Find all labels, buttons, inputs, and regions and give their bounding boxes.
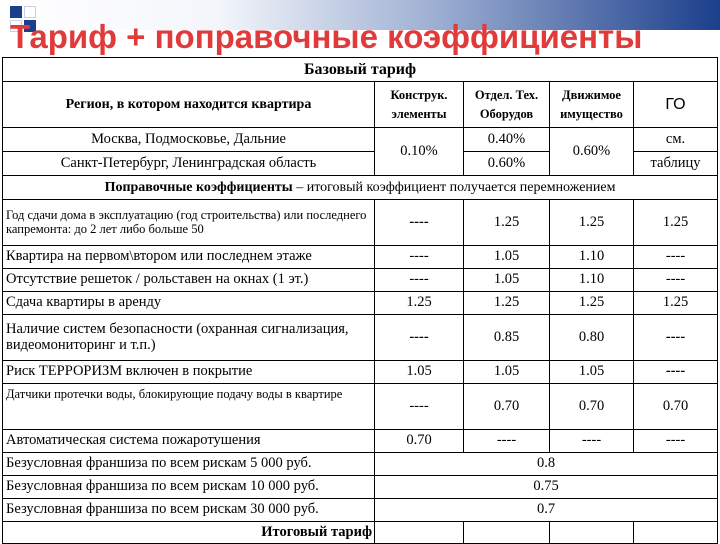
col-go-header: ГО bbox=[634, 82, 718, 128]
coefficient-value: 1.10 bbox=[550, 269, 634, 292]
coefficient-value: ---- bbox=[634, 315, 718, 361]
coefficient-value: ---- bbox=[464, 430, 550, 453]
coefficient-value: 1.25 bbox=[464, 200, 550, 246]
coefficient-value: 0.70 bbox=[634, 384, 718, 430]
total-cell[interactable] bbox=[634, 522, 718, 544]
region-cell: Санкт-Петербург, Ленинградская область bbox=[3, 152, 375, 176]
franchise-row bbox=[3, 499, 718, 522]
region-header: Регион, в котором находится квартира bbox=[3, 82, 375, 128]
coefficient-value: 1.25 bbox=[550, 200, 634, 246]
coefficient-value: ---- bbox=[634, 430, 718, 453]
total-row bbox=[3, 522, 718, 544]
coefficient-value: 1.05 bbox=[464, 361, 550, 384]
franchise-label: Безусловная франшиза по всем рискам 10 000 руб. bbox=[3, 476, 375, 499]
coefficient-value: 0.70 bbox=[550, 384, 634, 430]
franchise-value: 0.7 bbox=[375, 499, 718, 522]
col-finish-header: Отдел. Тех. Оборудов bbox=[464, 82, 550, 128]
coefficient-value: 1.10 bbox=[550, 246, 634, 269]
coefficient-label: Отсутствие решеток / рольставен на окнах (1 эт.) bbox=[3, 269, 375, 292]
region-row bbox=[3, 128, 718, 152]
coefficient-value: 1.05 bbox=[464, 246, 550, 269]
coefficient-value: ---- bbox=[550, 430, 634, 453]
base-tariff-heading-row bbox=[3, 58, 718, 82]
coefficient-row bbox=[3, 315, 718, 361]
coefficient-value: 1.25 bbox=[634, 292, 718, 315]
coefficient-label: Автоматическая система пожаротушения bbox=[3, 430, 375, 453]
coefficient-value: ---- bbox=[375, 246, 464, 269]
col-construct-header: Конструк. элементы bbox=[375, 82, 464, 128]
coefficient-row bbox=[3, 430, 718, 453]
coefficients-heading-row bbox=[3, 176, 718, 200]
go-cell: см. bbox=[634, 128, 718, 152]
franchise-label: Безусловная франшиза по всем рискам 5 000 руб. bbox=[3, 453, 375, 476]
movable-rate-cell: 0.60% bbox=[550, 128, 634, 176]
franchise-row bbox=[3, 453, 718, 476]
total-label: Итоговый тариф bbox=[3, 522, 375, 544]
finish-rate-cell: 0.40% bbox=[464, 128, 550, 152]
coefficient-value: ---- bbox=[634, 361, 718, 384]
coefficients-heading-rest: – итоговый коэффициент получается перемножением bbox=[292, 179, 616, 195]
base-tariff-heading: Базовый тариф bbox=[3, 58, 718, 82]
coefficient-value: 1.25 bbox=[464, 292, 550, 315]
col-movable-header: Движимое имущество bbox=[550, 82, 634, 128]
region-cell: Москва, Подмосковье, Дальние bbox=[3, 128, 375, 152]
coefficient-value: 1.05 bbox=[375, 361, 464, 384]
coefficient-value: 0.85 bbox=[464, 315, 550, 361]
coefficient-value: ---- bbox=[375, 269, 464, 292]
coefficient-value: 1.25 bbox=[634, 200, 718, 246]
coefficient-row bbox=[3, 292, 718, 315]
total-cell[interactable] bbox=[375, 522, 464, 544]
coefficient-label: Сдача квартиры в аренду bbox=[3, 292, 375, 315]
coefficient-value: ---- bbox=[634, 246, 718, 269]
coefficients-heading-bold: Поправочные коэффициенты bbox=[104, 179, 293, 195]
tariff-table bbox=[2, 57, 718, 544]
finish-rate-cell: 0.60% bbox=[464, 152, 550, 176]
coefficient-label: Наличие систем безопасности (охранная сигнализация, видеомониторинг и т.п.) bbox=[3, 315, 375, 361]
coefficient-row bbox=[3, 200, 718, 246]
coefficient-value: ---- bbox=[375, 384, 464, 430]
coefficient-label: Квартира на первом\втором или последнем этаже bbox=[3, 246, 375, 269]
franchise-value: 0.8 bbox=[375, 453, 718, 476]
go-cell: таблицу bbox=[634, 152, 718, 176]
coefficients-heading bbox=[3, 176, 718, 200]
franchise-label: Безусловная франшиза по всем рискам 30 000 руб. bbox=[3, 499, 375, 522]
coefficient-value: ---- bbox=[634, 269, 718, 292]
base-tariff-header-row bbox=[3, 82, 718, 128]
coefficient-label: Год сдачи дома в эксплуатацию (год строительства) или последнего капремонта: до 2 лет либо больше 50 bbox=[3, 200, 375, 246]
coefficient-value: ---- bbox=[375, 315, 464, 361]
page-title: Тариф + поправочные коэффициенты bbox=[10, 18, 643, 55]
coefficient-row bbox=[3, 361, 718, 384]
coefficient-row bbox=[3, 384, 718, 430]
coefficient-value: ---- bbox=[375, 200, 464, 246]
coefficient-label: Риск ТЕРРОРИЗМ включен в покрытие bbox=[3, 361, 375, 384]
coefficient-row bbox=[3, 246, 718, 269]
coefficient-value: 1.05 bbox=[550, 361, 634, 384]
total-cell[interactable] bbox=[464, 522, 550, 544]
coefficient-value: 0.80 bbox=[550, 315, 634, 361]
franchise-value: 0.75 bbox=[375, 476, 718, 499]
construct-rate-cell: 0.10% bbox=[375, 128, 464, 176]
coefficient-value: 1.25 bbox=[550, 292, 634, 315]
coefficient-row bbox=[3, 269, 718, 292]
total-cell[interactable] bbox=[550, 522, 634, 544]
coefficient-value: 1.25 bbox=[375, 292, 464, 315]
coefficient-value: 0.70 bbox=[375, 430, 464, 453]
coefficient-value: 0.70 bbox=[464, 384, 550, 430]
coefficient-value: 1.05 bbox=[464, 269, 550, 292]
coefficient-label: Датчики протечки воды, блокирующие подачу воды в квартире bbox=[3, 384, 375, 430]
franchise-row bbox=[3, 476, 718, 499]
